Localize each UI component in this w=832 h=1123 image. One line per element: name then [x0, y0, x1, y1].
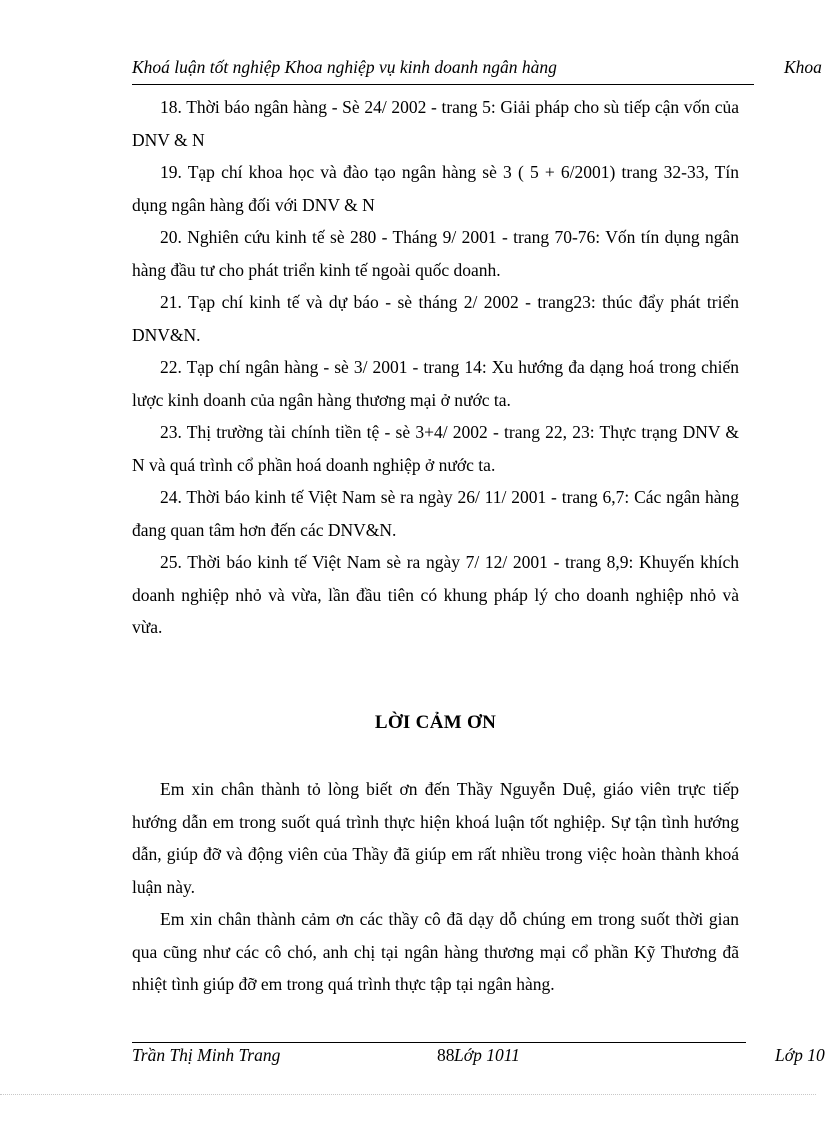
footer-class-label: Lớp 1011 — [454, 1045, 520, 1065]
reference-item: 23. Thị trường tài chính tiền tệ - sè 3+4/ 2002 - trang 22, 23: Thực trạng DNV & N và quá trình cổ phần hoá doanh nghiệp ở nước ta. — [132, 422, 739, 475]
acknowledgement-paragraph: Em xin chân thành cảm ơn các thầy cô đã dạy dỗ chúng em trong suốt thời gian qua cũng như các cô chó, anh chị tại ngân hàng thương mại cổ phần Kỹ Thương đã nhiệt tình giúp đỡ em trong quá trình thực tập tại ngân hàng. — [132, 909, 739, 994]
header-divider — [132, 84, 754, 85]
reference-item: 21. Tạp chí kinh tế và dự báo - sè tháng 2/ 2002 - trang23: thúc đẩy phát triển DNV&N. — [132, 292, 739, 345]
header-title: Khoá luận tốt nghiệp Khoa nghiệp vụ kinh doanh ngân hàng — [132, 57, 557, 77]
acknowledgement-paragraph: Em xin chân thành tỏ lòng biết ơn đến Thầy Nguyễn Duệ, giáo viên trực tiếp hướng dẫn em trong suốt quá trình thực hiện khoá luận tốt nghiệp. Sự tận tình hướng dẫn, giúp đỡ và động viên của Thầy đã giúp em rất nhiều trong việc hoàn thành khoá luận này. — [132, 779, 739, 897]
footer-author: Trần Thị Minh Trang — [132, 1045, 281, 1065]
reference-item: 22. Tạp chí ngân hàng - sè 3/ 2001 - trang 14: Xu hướng đa dạng hoá trong chiến lược kinh doanh của ngân hàng thương mại ở nước ta. — [132, 357, 739, 410]
header-right-text: Khoa — [784, 57, 822, 77]
footer-divider — [132, 1042, 746, 1043]
reference-item: 25. Thời báo kinh tế Việt Nam sè ra ngày 7/ 12/ 2001 - trang 8,9: Khuyến khích doanh nghiệp nhỏ và vừa, lần đầu tiên có khung pháp lý cho doanh nghiệp nhỏ và vừa. — [132, 552, 739, 637]
reference-item: 24. Thời báo kinh tế Việt Nam sè ra ngày 26/ 11/ 2001 - trang 6,7: Các ngân hàng đang quan tâm hơn đến các DNV&N. — [132, 487, 739, 540]
page-footer — [132, 1045, 832, 1069]
reference-item: 20. Nghiên cứu kinh tế sè 280 - Tháng 9/ 2001 - trang 70-76: Vốn tín dụng ngân hàng đầu tư cho phát triển kinh tế ngoài quốc doanh. — [132, 227, 739, 280]
reference-list — [132, 91, 739, 644]
acknowledgement-title: LỜI CẢM ƠN — [374, 712, 497, 733]
reference-item: 19. Tạp chí khoa học và đào tạo ngân hàng sè 3 ( 5 + 6/2001) trang 32-33, Tín dụng ngân hàng đối với DNV & N — [132, 162, 739, 215]
page-bottom-edge — [0, 1094, 816, 1095]
footer-right-text: Lớp 10 — [775, 1045, 825, 1065]
reference-item: 18. Thời báo ngân hàng - Sè 24/ 2002 - trang 5: Giải pháp cho sù tiếp cận vốn của DNV & N — [132, 97, 739, 150]
page-number: 88 — [437, 1045, 455, 1065]
acknowledgement-body — [132, 773, 739, 1001]
page-header — [132, 57, 832, 83]
